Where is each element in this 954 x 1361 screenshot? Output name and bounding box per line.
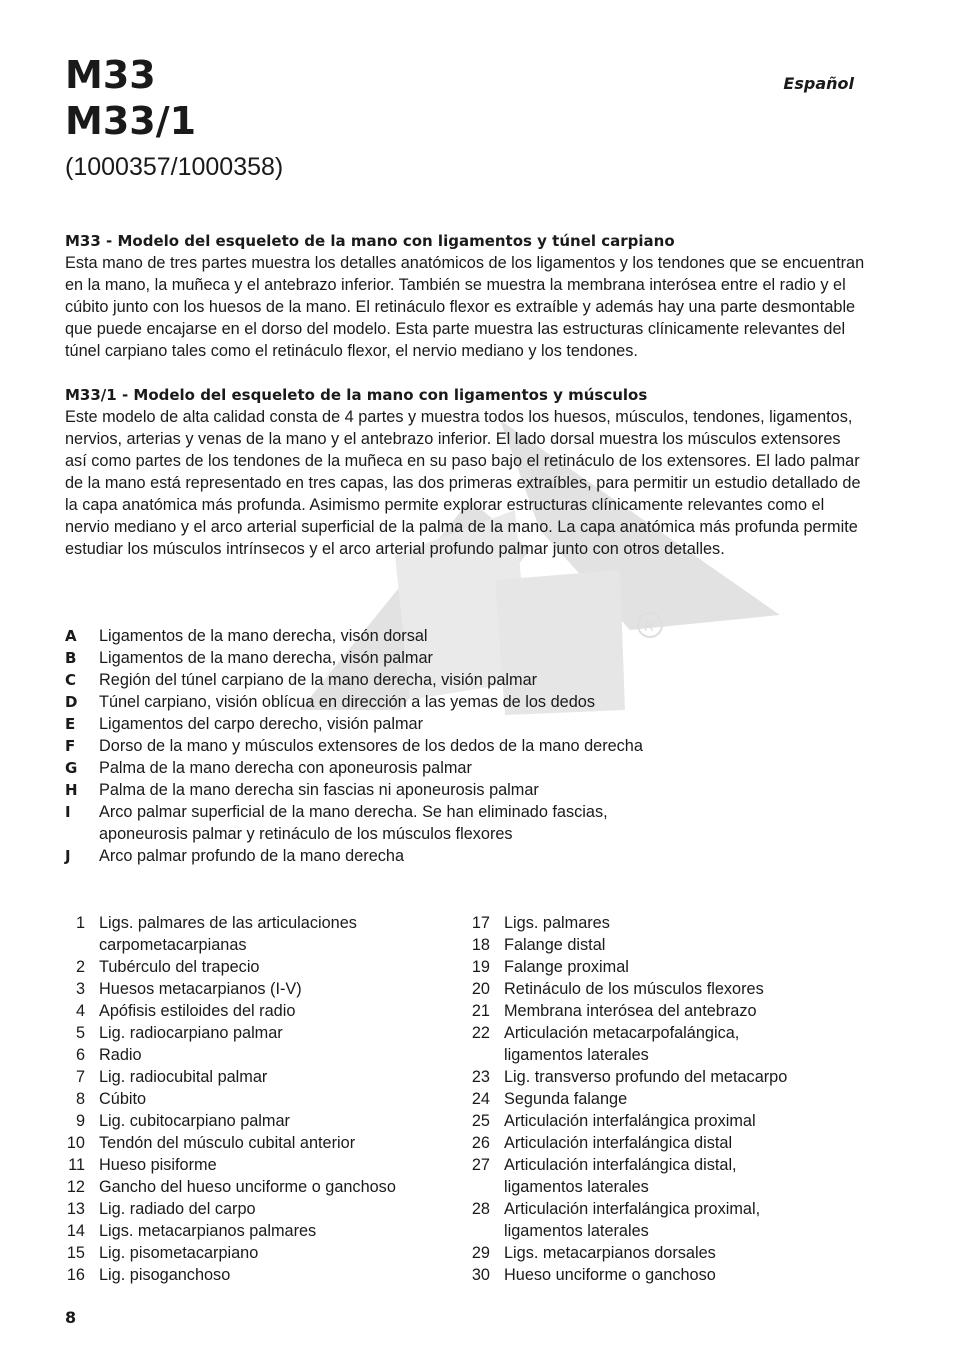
section-heading: M33 - Modelo del esqueleto de la mano con ligamentos y túnel carpiano bbox=[65, 232, 675, 250]
list-item bbox=[470, 1088, 870, 1110]
part-description: Lig. radiocubital palmar bbox=[99, 1068, 268, 1086]
list-item bbox=[65, 1110, 455, 1132]
part-description: Ligs. metacarpianos dorsales bbox=[504, 1244, 716, 1262]
part-description: Hueso unciforme o ganchoso bbox=[504, 1266, 716, 1284]
part-number: 28 bbox=[471, 1200, 490, 1218]
view-letter: J bbox=[65, 847, 71, 865]
list-item bbox=[470, 1198, 870, 1242]
part-number: 21 bbox=[471, 1002, 490, 1020]
list-item bbox=[65, 735, 865, 757]
part-description: Tendón del músculo cubital anterior bbox=[99, 1134, 356, 1152]
list-item bbox=[65, 1066, 455, 1088]
part-number: 14 bbox=[66, 1222, 85, 1240]
list-item bbox=[470, 1066, 870, 1088]
part-description: Falange proximal bbox=[504, 958, 629, 976]
list-item bbox=[65, 1000, 455, 1022]
part-number: 30 bbox=[471, 1266, 490, 1284]
part-description: Radio bbox=[99, 1046, 142, 1064]
part-description: Lig. radiado del carpo bbox=[99, 1200, 256, 1218]
view-letter: F bbox=[65, 737, 76, 755]
part-number: 12 bbox=[66, 1178, 85, 1196]
view-letter: G bbox=[65, 759, 78, 777]
part-description: Gancho del hueso unciforme o ganchoso bbox=[99, 1178, 396, 1196]
section-m33-1 bbox=[65, 384, 865, 560]
part-description: Articulación interfalángica distal bbox=[504, 1134, 733, 1152]
list-item bbox=[65, 1176, 455, 1198]
part-number: 25 bbox=[471, 1112, 490, 1130]
title-line-2: M33/1 bbox=[65, 99, 197, 143]
list-item bbox=[65, 912, 455, 956]
part-description: Articulación interfalángica distal, ligamentos laterales bbox=[504, 1156, 737, 1196]
list-item bbox=[65, 669, 865, 691]
part-number: 4 bbox=[75, 1002, 85, 1020]
part-number: 13 bbox=[66, 1200, 85, 1218]
list-item bbox=[470, 1000, 870, 1022]
svg-text:R: R bbox=[644, 618, 655, 634]
part-number: 8 bbox=[75, 1090, 85, 1108]
view-letter: D bbox=[65, 693, 78, 711]
view-description: Palma de la mano derecha sin fascias ni aponeurosis palmar bbox=[99, 781, 539, 799]
part-number: 24 bbox=[471, 1090, 490, 1108]
view-description: Ligamentos de la mano derecha, visón dorsal bbox=[99, 627, 428, 645]
part-number: 2 bbox=[75, 958, 85, 976]
language-label: Español bbox=[783, 74, 854, 93]
part-number: 26 bbox=[471, 1134, 490, 1152]
part-description: Ligs. palmares bbox=[504, 914, 610, 932]
product-title bbox=[65, 52, 196, 144]
part-number: 10 bbox=[66, 1134, 85, 1152]
part-number: 16 bbox=[66, 1266, 85, 1284]
part-description: Huesos metacarpianos (I-V) bbox=[99, 980, 302, 998]
view-description: Palma de la mano derecha con aponeurosis palmar bbox=[99, 759, 472, 777]
list-item bbox=[65, 647, 865, 669]
list-item bbox=[470, 934, 870, 956]
part-number: 17 bbox=[471, 914, 490, 932]
part-number: 29 bbox=[471, 1244, 490, 1262]
list-item bbox=[65, 757, 865, 779]
part-number: 19 bbox=[471, 958, 490, 976]
view-letter: A bbox=[65, 627, 77, 645]
part-description: Lig. transverso profundo del metacarpo bbox=[504, 1068, 788, 1086]
view-description: Túnel carpiano, visión oblícua en dirección a las yemas de los dedos bbox=[99, 693, 595, 711]
list-item bbox=[470, 978, 870, 1000]
view-list bbox=[65, 625, 865, 867]
list-item bbox=[65, 1154, 455, 1176]
list-item bbox=[470, 1022, 870, 1066]
list-item bbox=[65, 978, 455, 1000]
list-item bbox=[65, 1022, 455, 1044]
list-item bbox=[470, 1110, 870, 1132]
part-description: Falange distal bbox=[504, 936, 606, 954]
list-item bbox=[65, 713, 865, 735]
list-item bbox=[65, 1242, 455, 1264]
part-number: 18 bbox=[471, 936, 490, 954]
view-letter: C bbox=[65, 671, 77, 689]
part-description: Articulación metacarpofalángica, ligamentos laterales bbox=[504, 1024, 740, 1064]
part-description: Lig. cubitocarpiano palmar bbox=[99, 1112, 290, 1130]
part-number: 3 bbox=[75, 980, 85, 998]
part-description: Apófisis estiloides del radio bbox=[99, 1002, 296, 1020]
part-description: Ligs. metacarpianos palmares bbox=[99, 1222, 317, 1240]
view-description: Ligamentos del carpo derecho, visión palmar bbox=[99, 715, 423, 733]
part-description: Membrana interósea del antebrazo bbox=[504, 1002, 757, 1020]
list-item bbox=[65, 1088, 455, 1110]
list-item bbox=[470, 1242, 870, 1264]
part-description: Lig. pisometacarpiano bbox=[99, 1244, 259, 1262]
part-number: 27 bbox=[471, 1156, 490, 1174]
parts-list-right bbox=[470, 912, 870, 1286]
list-item bbox=[65, 1044, 455, 1066]
list-item bbox=[65, 1264, 455, 1286]
title-line-1: M33 bbox=[65, 53, 156, 97]
parts-list-left bbox=[65, 912, 455, 1286]
part-description: Ligs. palmares de las articulaciones carpometacarpianas bbox=[99, 914, 357, 954]
part-number: 20 bbox=[471, 980, 490, 998]
catalog-numbers: (1000357/1000358) bbox=[65, 153, 284, 181]
view-letter: I bbox=[65, 803, 71, 821]
list-item bbox=[65, 1198, 455, 1220]
part-number: 6 bbox=[75, 1046, 85, 1064]
part-description: Articulación interfalángica proximal bbox=[504, 1112, 756, 1130]
part-number: 11 bbox=[68, 1156, 85, 1174]
list-item bbox=[470, 1132, 870, 1154]
list-item bbox=[65, 691, 865, 713]
view-letter: B bbox=[65, 649, 77, 667]
part-description: Retináculo de los músculos flexores bbox=[504, 980, 764, 998]
part-description: Segunda falange bbox=[504, 1090, 628, 1108]
part-number: 5 bbox=[75, 1024, 85, 1042]
section-body: Este modelo de alta calidad consta de 4 partes y muestra todos los huesos, músculos, tendones, ligamentos, nervios, arterias y venas de la mano y el antebrazo inferior. El lado dorsal muestra los músculos extensores así como partes de los tendones de la muñeca en su paso bajo el retináculo de los extensores. El lado palmar de la mano está representado en tres capas, las dos primeras extraíbles, para permitir un estudio detallado de la capa anatómica más profunda. Asimismo permite explorar estructuras clínicamente relevantes como el nervio mediano y el arco arterial superficial de la palma de la mano. La capa anatómica más profunda permite estudiar los músculos intrínsecos y el arco arterial profundo palmar junto con otros detalles. bbox=[65, 408, 861, 558]
list-item bbox=[470, 1154, 870, 1198]
view-description: Región del túnel carpiano de la mano derecha, visión palmar bbox=[99, 671, 538, 689]
view-letter: H bbox=[65, 781, 78, 799]
section-body: Esta mano de tres partes muestra los detalles anatómicos de los ligamentos y los tendones que se encuentran en la mano, la muñeca y el antebrazo inferior. También se muestra la membrana interósea entre el radio y el cúbito junto con los huesos de la mano. El retináculo flexor es extraíble y además hay una parte desmontable que puede encajarse en el dorso del modelo. Esta parte muestra las estructuras clínicamente relevantes del túnel carpiano tales como el retináculo flexor, el nervio mediano y los tendones. bbox=[65, 254, 865, 360]
view-description: Dorso de la mano y músculos extensores de los dedos de la mano derecha bbox=[99, 737, 643, 755]
view-description: Arco palmar profundo de la mano derecha bbox=[99, 847, 405, 865]
list-item bbox=[65, 956, 455, 978]
part-number: 15 bbox=[66, 1244, 85, 1262]
part-number: 9 bbox=[75, 1112, 85, 1130]
part-number: 23 bbox=[471, 1068, 490, 1086]
view-description: Arco palmar superficial de la mano derecha. Se han eliminado fascias, aponeurosis palmar y retináculo de los músculos flexores bbox=[99, 803, 608, 843]
list-item bbox=[65, 625, 865, 647]
page-number: 8 bbox=[65, 1308, 77, 1327]
list-item bbox=[470, 1264, 870, 1286]
part-description: Articulación interfalángica proximal, ligamentos laterales bbox=[504, 1200, 761, 1240]
view-description: Ligamentos de la mano derecha, visón palmar bbox=[99, 649, 433, 667]
view-letter: E bbox=[65, 715, 76, 733]
part-number: 1 bbox=[75, 914, 85, 932]
list-item bbox=[65, 779, 865, 801]
list-item bbox=[470, 912, 870, 934]
list-item bbox=[65, 845, 865, 867]
list-item bbox=[65, 1132, 455, 1154]
part-description: Lig. radiocarpiano palmar bbox=[99, 1024, 283, 1042]
part-description: Hueso pisiforme bbox=[99, 1156, 217, 1174]
section-m33 bbox=[65, 230, 865, 362]
part-description: Lig. pisoganchoso bbox=[99, 1266, 231, 1284]
part-description: Cúbito bbox=[99, 1090, 147, 1108]
section-heading: M33/1 - Modelo del esqueleto de la mano con ligamentos y músculos bbox=[65, 386, 648, 404]
part-number: 22 bbox=[471, 1024, 490, 1042]
list-item bbox=[470, 956, 870, 978]
part-description: Tubérculo del trapecio bbox=[99, 958, 260, 976]
list-item bbox=[65, 801, 865, 845]
part-number: 7 bbox=[75, 1068, 85, 1086]
list-item bbox=[65, 1220, 455, 1242]
